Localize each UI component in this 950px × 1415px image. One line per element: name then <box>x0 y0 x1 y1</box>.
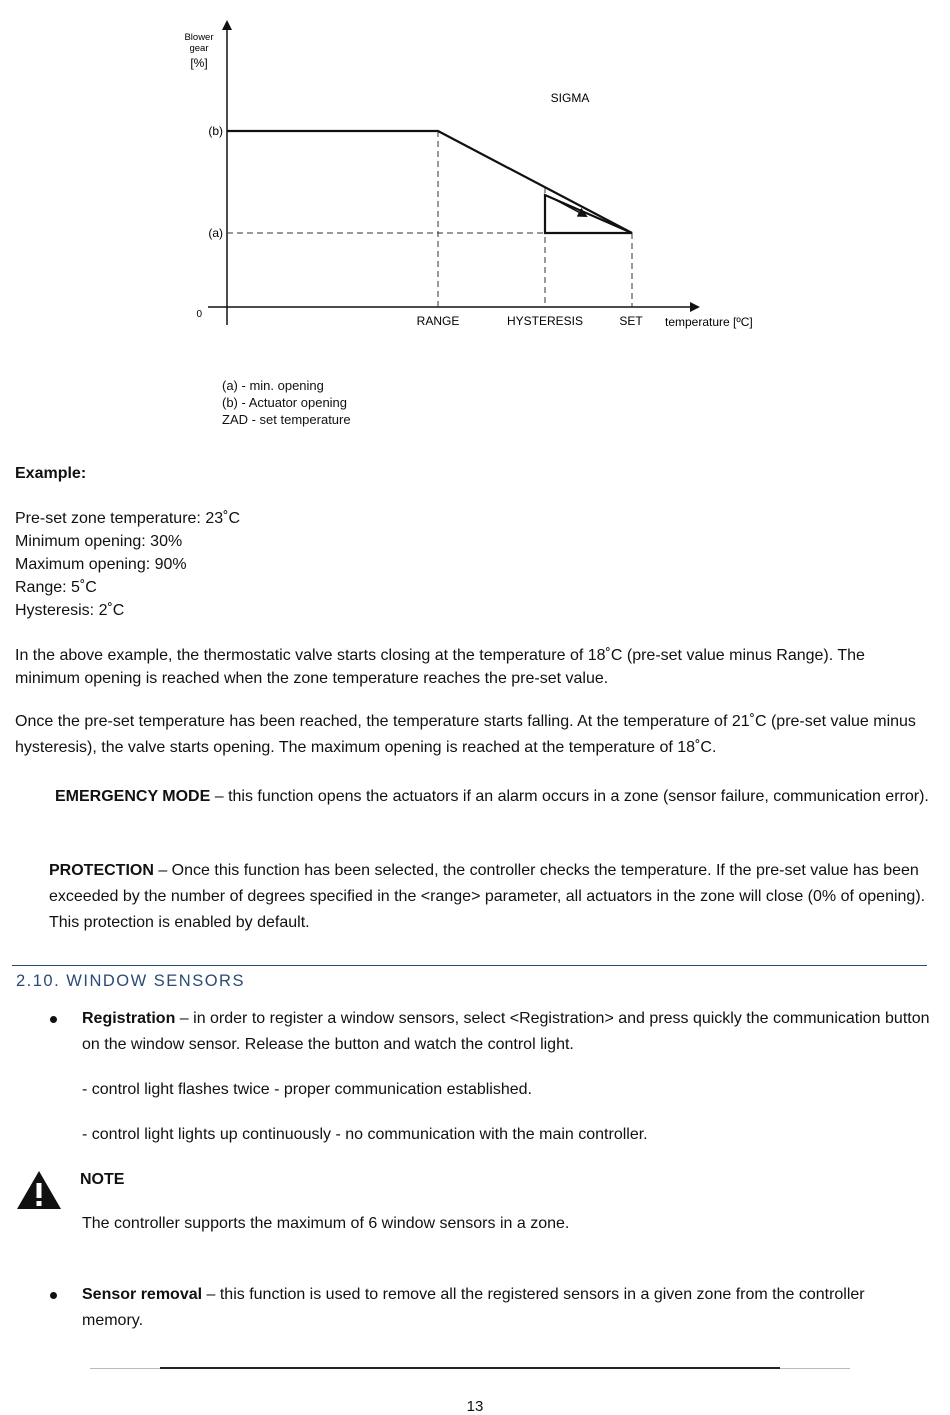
warning-icon <box>16 1170 62 1210</box>
x-tick-hysteresis: HYSTERESIS <box>506 314 584 328</box>
example-line-min: Minimum opening: 30% <box>15 533 183 550</box>
chart-title: SIGMA <box>550 91 590 105</box>
x-tick-range: RANGE <box>416 314 460 328</box>
x-axis-label: temperature [ºC] <box>665 315 753 329</box>
protection-term: PROTECTION <box>49 862 154 879</box>
example-line-range: Range: 5˚C <box>15 579 97 596</box>
section-divider <box>12 965 927 966</box>
sigma-chart <box>0 0 950 440</box>
registration-sub-2: - control light lights up continuously - no communication with the main controller. <box>82 1126 648 1143</box>
protection-text: – Once this function has been selected, the controller checks the temperature. If the pre-set value has been exceeded by the number of degrees specified in the <range> parameter, all actuators in the zone will close (0% of opening). This protection is enabled by default. <box>49 862 926 931</box>
footer-rule-dark <box>160 1367 780 1369</box>
y-axis-label-line2: gear <box>189 43 209 54</box>
note-text: The controller supports the maximum of 6 window sensors in a zone. <box>82 1215 570 1232</box>
sensor-removal-paragraph <box>82 1282 930 1334</box>
example-line-preset: Pre-set zone temperature: 23˚C <box>15 510 240 527</box>
example-line-max: Maximum opening: 90% <box>15 556 187 573</box>
example-line-hysteresis: Hysteresis: 2˚C <box>15 602 125 619</box>
sensor-removal-term: Sensor removal <box>82 1286 203 1303</box>
y-axis-label-unit: [%] <box>190 56 208 70</box>
registration-term: Registration <box>82 1010 176 1027</box>
chart-legend <box>222 377 351 428</box>
registration-text: – in order to register a window sensors, select <Registration> and press quickly the communication button on the window sensor. Release the button and watch the control light. <box>82 1010 930 1053</box>
legend-item-zad: ZAD - set temperature <box>222 412 351 427</box>
example-list <box>15 507 240 622</box>
page-number: 13 <box>466 1398 484 1415</box>
bullet-registration <box>50 1016 57 1023</box>
sensor-removal-text: – this function is used to remove all the registered sensors in a given zone from the controller memory. <box>82 1286 865 1329</box>
registration-sub-1: - control light flashes twice - proper communication established. <box>82 1081 532 1098</box>
series-line-closing <box>227 131 632 233</box>
x-tick-set: SET <box>619 314 643 328</box>
bullet-sensor-removal <box>50 1292 57 1299</box>
y-tick-0: 0 <box>196 309 202 320</box>
registration-paragraph <box>82 1006 930 1058</box>
emergency-mode-term: EMERGENCY MODE <box>55 788 211 805</box>
protection-paragraph <box>49 858 929 936</box>
emergency-mode-paragraph <box>55 784 930 810</box>
paragraph-1: In the above example, the thermostatic valve starts closing at the temperature of 18˚C (pre-set value minus Range). The minimum opening is reached when the zone temperature reaches the pre-set value. <box>15 647 865 687</box>
emergency-mode-text: – this function opens the actuators if an alarm occurs in a zone (sensor failure, communication error). <box>210 788 929 805</box>
legend-item-a: (a) - min. opening <box>222 378 324 393</box>
y-tick-b: (b) <box>208 124 223 138</box>
y-axis-label-line1: Blower <box>184 32 214 43</box>
note-title: NOTE <box>80 1171 125 1188</box>
paragraph-2: Once the pre-set temperature has been reached, the temperature starts falling. At the temperature of 21˚C (pre-set value minus hysteresis), the valve starts opening. The maximum opening is reached at the temperature of 18˚C. <box>15 713 916 756</box>
y-tick-a: (a) <box>208 226 223 240</box>
section-title: 2.10. WINDOW SENSORS <box>16 972 245 990</box>
example-heading: Example: <box>15 465 87 482</box>
legend-item-b: (b) - Actuator opening <box>222 395 348 410</box>
